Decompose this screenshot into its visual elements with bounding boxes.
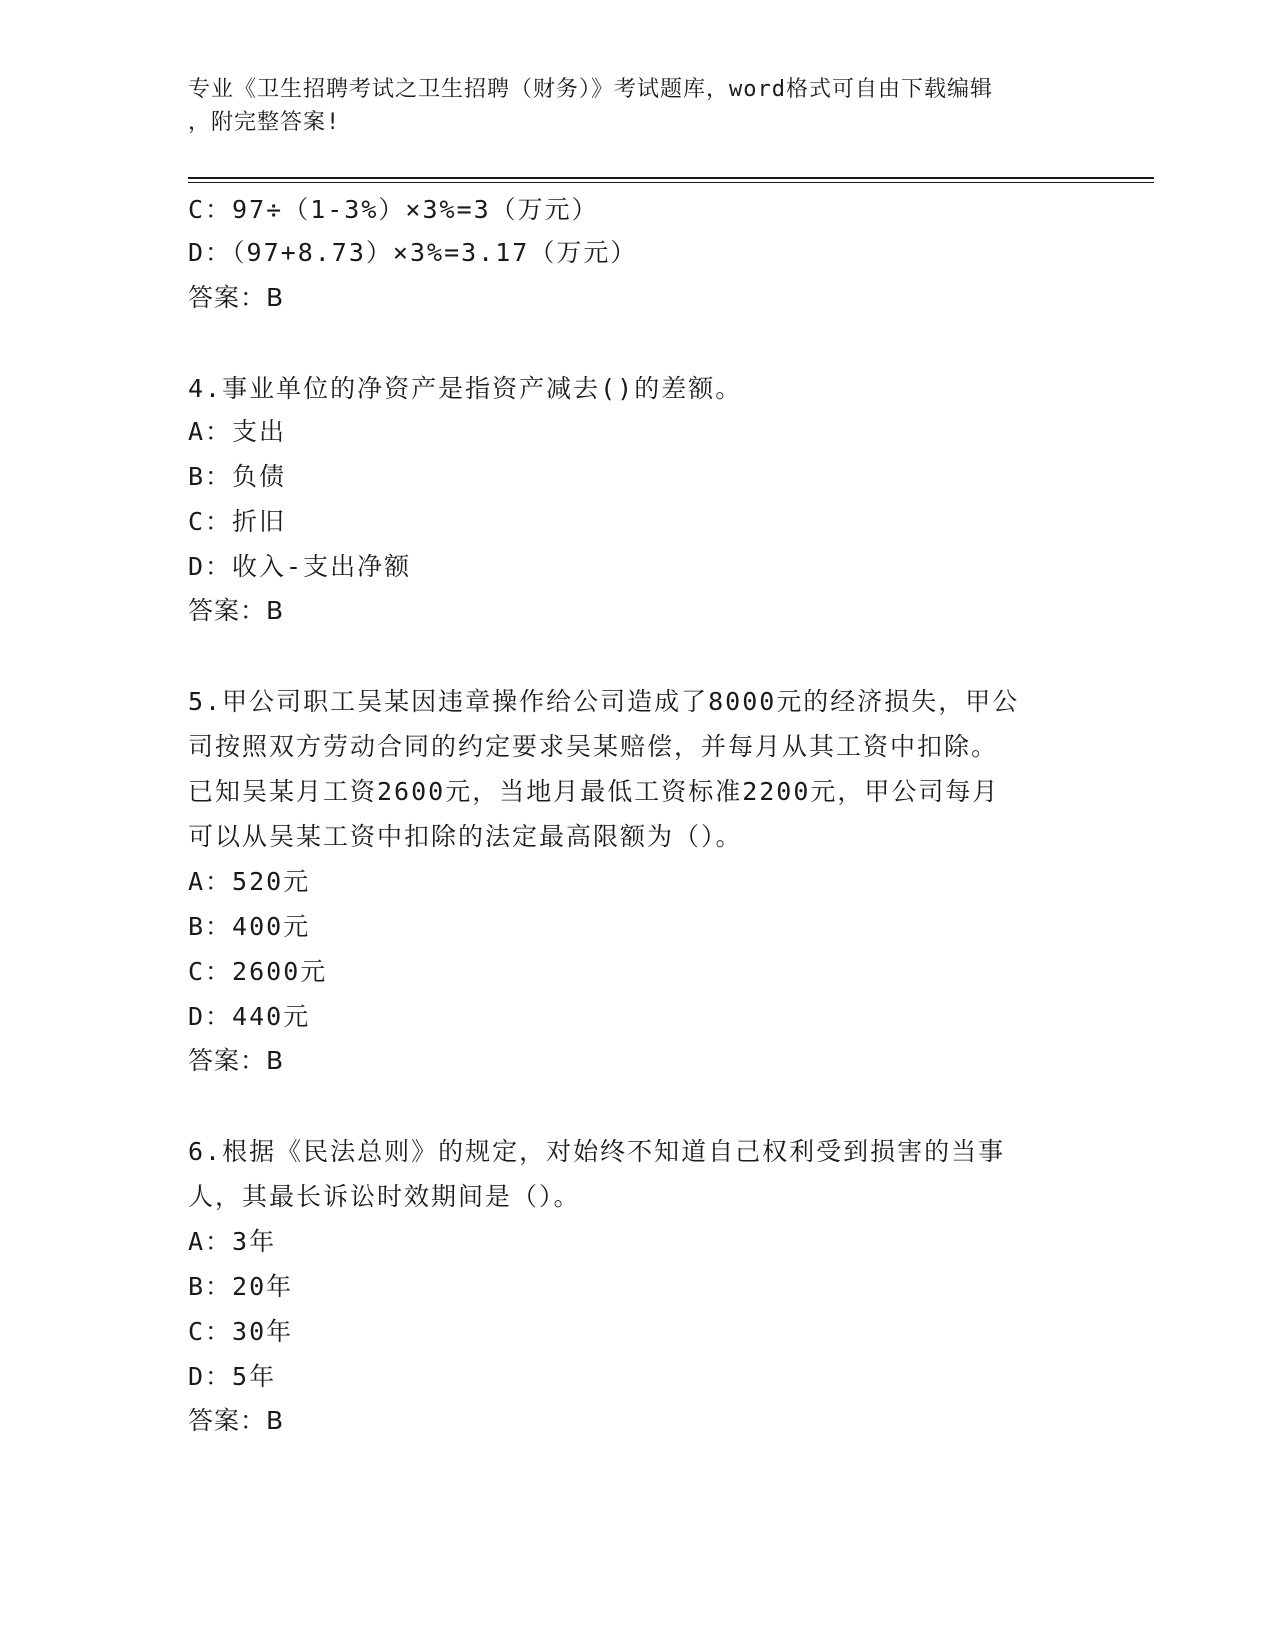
q6-option-b: B：20年 bbox=[188, 1272, 294, 1301]
q5-question-line: 司按照双方劳动合同的约定要求吴某赔偿，并每月从其工资中扣除。 bbox=[188, 732, 999, 761]
q6-question-line: 6.根据《民法总则》的规定，对始终不知道自己权利受到损害的当事 bbox=[188, 1137, 1006, 1166]
q4-question: 4.事业单位的净资产是指资产减去()的差额。 bbox=[188, 374, 743, 403]
q3-answer: 答案：B bbox=[188, 283, 285, 312]
q4-option-a: A：支出 bbox=[188, 417, 287, 446]
q5-option-d: D：440元 bbox=[188, 1002, 311, 1031]
q6-question-line: 人，其最长诉讼时效期间是（）。 bbox=[188, 1182, 581, 1211]
header-line-1: 专业《卫生招聘考试之卫生招聘（财务）》考试题库，word格式可自由下载编辑 bbox=[188, 77, 993, 102]
q3-option-d: D：（97+8.73）×3%=3.17（万元） bbox=[188, 238, 638, 267]
q6-option-a: A：3年 bbox=[188, 1227, 277, 1256]
q5-question-line: 5.甲公司职工吴某因违章操作给公司造成了8000元的经济损失，甲公 bbox=[188, 687, 1020, 716]
document-header bbox=[188, 73, 1068, 139]
q4-option-d: D：收入-支出净额 bbox=[188, 552, 412, 581]
q6-answer: 答案：B bbox=[188, 1406, 285, 1435]
q5-answer: 答案：B bbox=[188, 1046, 285, 1075]
q5-question-line: 可以从吴某工资中扣除的法定最高限额为（）。 bbox=[188, 822, 743, 851]
q4-answer: 答案：B bbox=[188, 596, 285, 625]
q5-question-line: 已知吴某月工资2600元，当地月最低工资标准2200元，甲公司每月 bbox=[188, 777, 1000, 806]
q6-option-d: D：5年 bbox=[188, 1362, 277, 1391]
q6-option-c: C：30年 bbox=[188, 1317, 294, 1346]
q5-option-b: B：400元 bbox=[188, 912, 311, 941]
header-divider-thick bbox=[188, 177, 1154, 179]
header-line-2: ，附完整答案! bbox=[188, 110, 341, 135]
q4-option-c: C：折旧 bbox=[188, 507, 287, 536]
q5-option-a: A：520元 bbox=[188, 867, 311, 896]
q5-option-c: C：2600元 bbox=[188, 957, 328, 986]
q4-option-b: B：负债 bbox=[188, 462, 287, 491]
header-divider-thin bbox=[188, 182, 1154, 183]
q3-option-c: C：97÷（1-3%）×3%=3（万元） bbox=[188, 195, 599, 224]
